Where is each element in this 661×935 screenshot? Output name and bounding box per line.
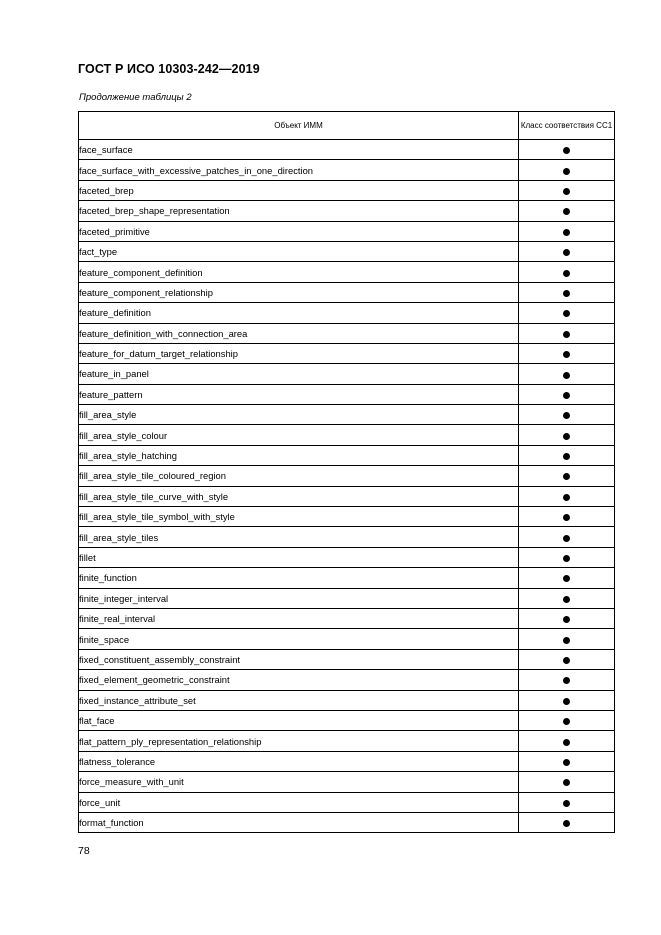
filled-circle-icon bbox=[563, 514, 570, 521]
table-row bbox=[79, 507, 615, 527]
filled-circle-icon bbox=[563, 759, 570, 766]
conformance-cell bbox=[519, 588, 615, 608]
table-row bbox=[79, 282, 615, 302]
filled-circle-icon bbox=[563, 412, 570, 419]
table-row bbox=[79, 690, 615, 710]
object-name-cell: force_measure_with_unit bbox=[79, 772, 519, 792]
filled-circle-icon bbox=[563, 637, 570, 644]
filled-circle-icon bbox=[563, 575, 570, 582]
object-name-cell: fill_area_style_hatching bbox=[79, 445, 519, 465]
conformance-cell bbox=[519, 751, 615, 771]
table-row bbox=[79, 364, 615, 384]
object-name-cell: flat_face bbox=[79, 710, 519, 730]
table-row bbox=[79, 160, 615, 180]
table-row bbox=[79, 772, 615, 792]
conformance-cell bbox=[519, 201, 615, 221]
filled-circle-icon bbox=[563, 270, 570, 277]
filled-circle-icon bbox=[563, 739, 570, 746]
object-name-cell: finite_integer_interval bbox=[79, 588, 519, 608]
object-name-cell: flat_pattern_ply_representation_relationship bbox=[79, 731, 519, 751]
conformance-cell bbox=[519, 486, 615, 506]
object-name-cell: finite_function bbox=[79, 568, 519, 588]
table-row bbox=[79, 140, 615, 160]
object-name-cell: feature_component_definition bbox=[79, 262, 519, 282]
conformance-table bbox=[78, 111, 615, 833]
filled-circle-icon bbox=[563, 453, 570, 460]
table-row bbox=[79, 547, 615, 567]
conformance-cell bbox=[519, 670, 615, 690]
table-row bbox=[79, 303, 615, 323]
table-row bbox=[79, 527, 615, 547]
table-row bbox=[79, 710, 615, 730]
object-name-cell: fact_type bbox=[79, 241, 519, 261]
column-header-class: Класс соответствия СС1 bbox=[519, 112, 615, 140]
filled-circle-icon bbox=[563, 433, 570, 440]
table-caption: Продолжение таблицы 2 bbox=[79, 92, 192, 103]
table-row bbox=[79, 588, 615, 608]
filled-circle-icon bbox=[563, 535, 570, 542]
object-name-cell: feature_for_datum_target_relationship bbox=[79, 343, 519, 363]
conformance-cell bbox=[519, 466, 615, 486]
conformance-cell bbox=[519, 690, 615, 710]
table-header-row bbox=[79, 112, 615, 140]
filled-circle-icon bbox=[563, 392, 570, 399]
conformance-cell bbox=[519, 343, 615, 363]
object-name-cell: fill_area_style_tile_curve_with_style bbox=[79, 486, 519, 506]
filled-circle-icon bbox=[563, 331, 570, 338]
filled-circle-icon bbox=[563, 555, 570, 562]
page-number: 78 bbox=[78, 845, 90, 857]
object-name-cell: faceted_primitive bbox=[79, 221, 519, 241]
table-row bbox=[79, 792, 615, 812]
object-name-cell: format_function bbox=[79, 812, 519, 832]
conformance-cell bbox=[519, 180, 615, 200]
table-row bbox=[79, 466, 615, 486]
conformance-cell bbox=[519, 792, 615, 812]
object-name-cell: face_surface bbox=[79, 140, 519, 160]
filled-circle-icon bbox=[563, 718, 570, 725]
conformance-cell bbox=[519, 405, 615, 425]
object-name-cell: flatness_tolerance bbox=[79, 751, 519, 771]
conformance-cell bbox=[519, 710, 615, 730]
object-name-cell: feature_definition bbox=[79, 303, 519, 323]
object-name-cell: fill_area_style bbox=[79, 405, 519, 425]
table-row bbox=[79, 731, 615, 751]
table-row bbox=[79, 568, 615, 588]
filled-circle-icon bbox=[563, 208, 570, 215]
object-name-cell: feature_pattern bbox=[79, 384, 519, 404]
filled-circle-icon bbox=[563, 473, 570, 480]
object-name-cell: fillet bbox=[79, 547, 519, 567]
conformance-cell bbox=[519, 364, 615, 384]
conformance-cell bbox=[519, 262, 615, 282]
conformance-cell bbox=[519, 384, 615, 404]
document-header: ГОСТ Р ИСО 10303-242—2019 bbox=[78, 62, 260, 76]
object-name-cell: fill_area_style_tile_symbol_with_style bbox=[79, 507, 519, 527]
table-row bbox=[79, 812, 615, 832]
object-name-cell: fill_area_style_colour bbox=[79, 425, 519, 445]
table-row bbox=[79, 670, 615, 690]
filled-circle-icon bbox=[563, 147, 570, 154]
conformance-cell bbox=[519, 303, 615, 323]
conformance-cell bbox=[519, 160, 615, 180]
table-row bbox=[79, 649, 615, 669]
filled-circle-icon bbox=[563, 310, 570, 317]
filled-circle-icon bbox=[563, 494, 570, 501]
conformance-cell bbox=[519, 140, 615, 160]
object-name-cell: finite_real_interval bbox=[79, 608, 519, 628]
object-name-cell: fixed_constituent_assembly_constraint bbox=[79, 649, 519, 669]
table-row bbox=[79, 405, 615, 425]
table-row bbox=[79, 343, 615, 363]
table-row bbox=[79, 180, 615, 200]
conformance-cell bbox=[519, 772, 615, 792]
object-name-cell: face_surface_with_excessive_patches_in_one_direction bbox=[79, 160, 519, 180]
conformance-cell bbox=[519, 425, 615, 445]
filled-circle-icon bbox=[563, 698, 570, 705]
table-row bbox=[79, 751, 615, 771]
filled-circle-icon bbox=[563, 677, 570, 684]
object-name-cell: faceted_brep bbox=[79, 180, 519, 200]
table-row bbox=[79, 241, 615, 261]
table-row bbox=[79, 445, 615, 465]
filled-circle-icon bbox=[563, 779, 570, 786]
filled-circle-icon bbox=[563, 229, 570, 236]
conformance-cell bbox=[519, 649, 615, 669]
conformance-cell bbox=[519, 507, 615, 527]
object-name-cell: fixed_instance_attribute_set bbox=[79, 690, 519, 710]
filled-circle-icon bbox=[563, 616, 570, 623]
conformance-cell bbox=[519, 608, 615, 628]
object-name-cell: faceted_brep_shape_representation bbox=[79, 201, 519, 221]
filled-circle-icon bbox=[563, 351, 570, 358]
object-name-cell: feature_in_panel bbox=[79, 364, 519, 384]
table-row bbox=[79, 608, 615, 628]
object-name-cell: fill_area_style_tiles bbox=[79, 527, 519, 547]
table-row bbox=[79, 262, 615, 282]
filled-circle-icon bbox=[563, 820, 570, 827]
table-row bbox=[79, 486, 615, 506]
object-name-cell: feature_definition_with_connection_area bbox=[79, 323, 519, 343]
filled-circle-icon bbox=[563, 290, 570, 297]
conformance-cell bbox=[519, 221, 615, 241]
object-name-cell: feature_component_relationship bbox=[79, 282, 519, 302]
filled-circle-icon bbox=[563, 188, 570, 195]
table-row bbox=[79, 221, 615, 241]
table-row bbox=[79, 629, 615, 649]
conformance-cell bbox=[519, 812, 615, 832]
column-header-object: Объект ИММ bbox=[79, 112, 519, 140]
conformance-cell bbox=[519, 323, 615, 343]
filled-circle-icon bbox=[563, 596, 570, 603]
object-name-cell: fill_area_style_tile_coloured_region bbox=[79, 466, 519, 486]
filled-circle-icon bbox=[563, 168, 570, 175]
table-row bbox=[79, 201, 615, 221]
conformance-cell bbox=[519, 527, 615, 547]
object-name-cell: force_unit bbox=[79, 792, 519, 812]
table-row bbox=[79, 384, 615, 404]
filled-circle-icon bbox=[563, 657, 570, 664]
object-name-cell: fixed_element_geometric_constraint bbox=[79, 670, 519, 690]
conformance-cell bbox=[519, 568, 615, 588]
conformance-cell bbox=[519, 282, 615, 302]
conformance-cell bbox=[519, 445, 615, 465]
conformance-cell bbox=[519, 547, 615, 567]
table-row bbox=[79, 323, 615, 343]
conformance-cell bbox=[519, 629, 615, 649]
conformance-cell bbox=[519, 241, 615, 261]
conformance-cell bbox=[519, 731, 615, 751]
filled-circle-icon bbox=[563, 800, 570, 807]
table-row bbox=[79, 425, 615, 445]
object-name-cell: finite_space bbox=[79, 629, 519, 649]
filled-circle-icon bbox=[563, 249, 570, 256]
filled-circle-icon bbox=[563, 372, 570, 379]
